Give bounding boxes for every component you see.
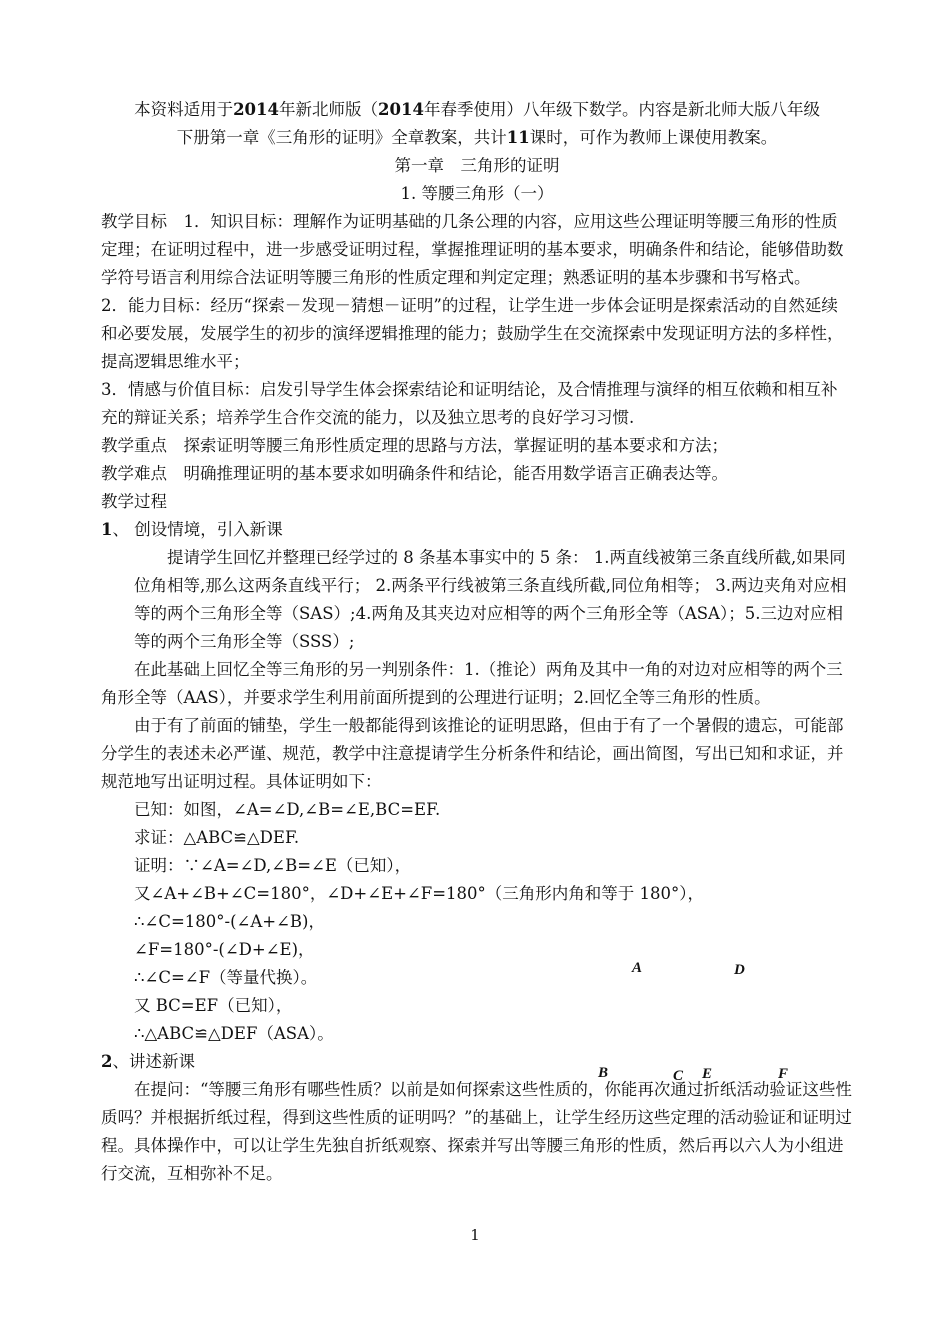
intro-line-1 [101,96,853,124]
objective-emotion: 3．情感与价值目标：启发引导学生体会探索结论和证明结论，及合情推理与演绎的相互依赖和相互补充的辩证关系；培养学生合作交流的能力，以及独立思考的良好学习习惯. [101,380,838,427]
figure-label-d: D [734,962,745,978]
step-number: 1 [101,520,113,539]
process-title: 教学过程 [101,492,167,511]
intro-text: 课时，可作为教师上课使用教案。 [529,128,778,147]
intro-text: 下册第一章《三角形的证明》全章教案，共计 [176,128,507,147]
page-number: 1 [470,1226,480,1244]
intro-lesson-count: 11 [506,128,530,147]
chapter-title: 第一章 三角形的证明 [394,156,560,175]
step2-heading [101,1048,853,1076]
step1-paragraph-3: 由于有了前面的铺垫，学生一般都能得到该推论的证明思路，但由于有了一个暑假的遗忘，可能部分学生的表述未必严谨、规范，教学中注意提请学生分析条件和结论，画出简图，写出已知和求证，并规范地写出证明过程。具体证明如下： [101,716,844,791]
step1-heading [101,516,853,544]
proof-line: ∴△ABC≌△DEF（ASA）。 [134,1024,334,1043]
step1-paragraph-2: 在此基础上回忆全等三角形的另一判别条件：1.（推论）两角及其中一角的对边对应相等的两个三角形全等（AAS），并要求学生利用前面所提到的公理进行证明；2.回忆全等三角形的性质。 [101,660,843,707]
proof-line: 已知：如图，∠A=∠D,∠B=∠E,BC=EF. [134,800,441,819]
section-title: 1. 等腰三角形（一） [400,184,554,203]
step-title: 、 创设情境，引入新课 [112,520,283,539]
proof-line: 又 BC=EF（已知）， [134,996,293,1015]
intro-year: 2014 [233,100,279,119]
step2-paragraph-1: 在提问：“等腰三角形有哪些性质？以前是如何探索这些性质的，你能再次通过折纸活动验证这些性质吗？并根据折纸过程，得到这些性质的证明吗？”的基础上，让学生经历这些定理的活动验证和证明过程。具体操作中，可以让学生先独自折纸观察、探索并写出等腰三角形的性质，然后再以六人为小组进行交流，互相弥补不足。 [101,1080,852,1183]
difficulty: 教学难点 明确推理证明的基本要求如明确条件和结论，能否用数学语言正确表达等。 [101,464,728,483]
step-title: 、讲述新课 [112,1052,195,1071]
figure-label-e: E [702,1066,713,1082]
figure-label-c: C [673,1068,684,1084]
step1-facts-block [101,544,853,656]
intro-text: 本资料适用于 [134,100,234,119]
intro-text: 年新北师版（ [279,100,378,119]
document-body [101,96,853,1188]
objective-knowledge: 教学目标 1．知识目标：理解作为证明基础的几条公理的内容，应用这些公理证明等腰三角形的性质定理；在证明过程中，进一步感受证明过程，掌握推理证明的基本要求，明确条件和结论，能够借助数学符号语言利用综合法证明等腰三角形的性质定理和判定定理；熟悉证明的基本步骤和书写格式。 [101,212,844,287]
figure-label-a: A [632,960,643,976]
step-number: 2 [101,1052,113,1071]
key-point: 教学重点 探索证明等腰三角形性质定理的思路与方法，掌握证明的基本要求和方法； [101,436,728,455]
proof-line: ∴∠C=180°-(∠A+∠B)， [134,912,325,931]
proof-line: ∠F=180°-(∠D+∠E)， [134,940,315,959]
intro-year: 2014 [378,100,424,119]
proof-line: ∴∠C=∠F（等量代换）。 [134,968,318,987]
figure-label-f: F [778,1066,789,1082]
objective-ability: 2．能力目标：经历“探索－发现－猜想－证明”的过程，让学生进一步体会证明是探索活动的自然延续和必要发展，发展学生的初步的演绎逻辑推理的能力；鼓励学生在交流探索中发现证明方法的多样性，提高逻辑思维水平； [101,296,844,371]
proof-line: 求证：△ABC≌△DEF. [134,828,300,847]
proof-line: 又∠A+∠B+∠C=180°，∠D+∠E+∠F=180°（三角形内角和等于 180°）， [134,884,705,903]
intro-line-2 [101,124,853,152]
proof-block [101,796,853,1048]
intro-text: 年春季使用）八年级下数学。内容是新北师大版八年级 [423,100,820,119]
figure-label-b: B [598,1065,609,1081]
step1-paragraph-1: 提请学生回忆并整理已经学过的 8 条基本事实中的 5 条： 1.两直线被第三条直线所截,如果同位角相等,那么这两条直线平行； 2.两条平行线被第三条直线所截,同位角相等； 3.两边夹角对应相等的两个三角形全等（SAS）;4.两角及其夹边对应相等的两个三角形全等（ASA）；5.三边对应相等的两个三角形全等（SSS）; [134,548,847,651]
proof-line: 证明：∵∠A=∠D,∠B=∠E（已知）， [134,856,412,875]
